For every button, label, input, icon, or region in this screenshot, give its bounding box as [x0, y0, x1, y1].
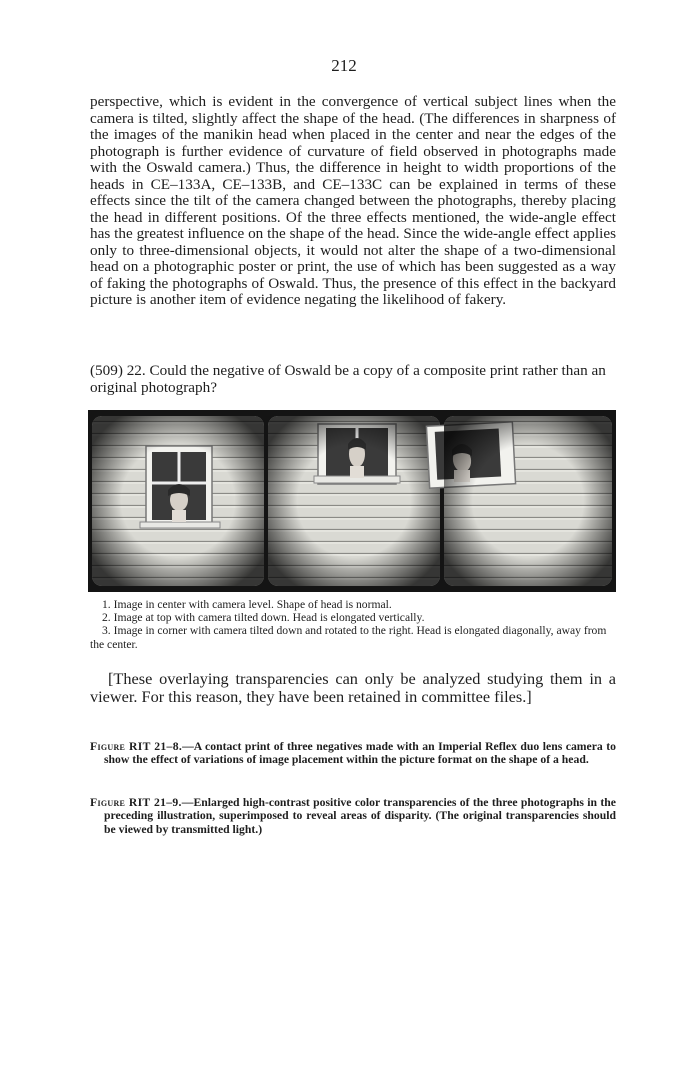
page-number: 212 [331, 56, 357, 75]
caption-line-3: 3. Image in corner with camera tilted down and rotated to the right. Head is elongated diagonally, away from the center. [90, 624, 607, 651]
retained-note [90, 670, 616, 706]
figure-label: Figure RIT 21–9. [90, 796, 182, 809]
caption-line-1: 1. Image in center with camera level. Shape of head is normal. [102, 598, 392, 611]
note-text: [These overlaying transparencies can only be analyzed studying them in a viewer. For this reason, they have been retained in committee files.] [90, 669, 616, 706]
question-paragraph: (509) 22. Could the negative of Oswald be a copy of a composite print rather than an original photograph? [90, 362, 606, 396]
frame-1 [92, 416, 264, 586]
photo-captions [90, 598, 616, 651]
three-negatives-image [88, 410, 616, 592]
frame-2 [268, 416, 440, 586]
figure-text: —Enlarged high-contrast positive color transparencies of the three photographs in the preceding illustration, superimposed to reveal areas of disparity. (The original transparencies should be viewed by transmitted light.) [104, 796, 616, 836]
body-text [90, 94, 616, 309]
figure-caption-21-9 [90, 796, 616, 836]
figure-caption-21-8 [90, 740, 616, 767]
frame-3 [426, 416, 612, 586]
main-paragraph: perspective, which is evident in the convergence of vertical subject lines when the camera is tilted, slightly affect the shape of the head. (The differences in sharpness of the images of the manikin head when placed in the center and near the edges of the photograph is further evidence of curvature of field observed in photographs made with the Oswald camera.) Thus, the difference in height to width proportions of the heads in CE–133A, CE–133B, and CE–133C can be explained in terms of these effects since the tilt of the camera changed between the photographs, thereby placing the head in different positions. Of the three effects mentioned, the wide-angle effect has the greatest influence on the shape of the head. Since the wide-angle effect applies only to three-dimensional objects, it would not alter the shape of a two-dimensional head on a photographic poster or print, the use of which has been suggested as a way of faking the photographs of Oswald. Thus, the presence of this effect in the backyard picture is another item of evidence negating the likelihood of fakery. [90, 93, 616, 308]
figure-text: —A contact print of three negatives made with an Imperial Reflex duo lens camera to show the effect of variations of image placement within the picture format on the shape of a head. [104, 740, 616, 767]
contact-print-photo [88, 410, 616, 592]
caption-line-2: 2. Image at top with camera tilted down. Head is elongated vertically. [102, 611, 425, 625]
figure-label: Figure RIT 21–8. [90, 740, 183, 753]
